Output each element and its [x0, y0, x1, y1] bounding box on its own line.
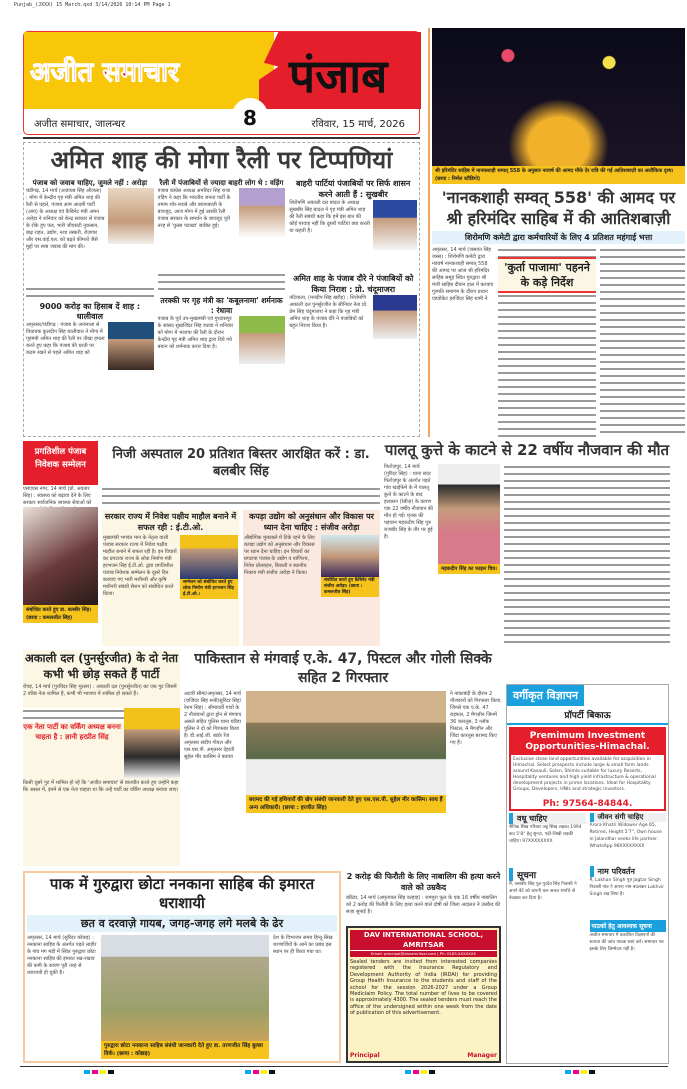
classifieds [506, 684, 669, 1064]
story-title: 9000 करोड़ का हिसाब दें शाह : धालीवाल [39, 302, 141, 321]
property-heading: प्रॉपर्टी बिकाऊ [507, 706, 668, 725]
photo-sanjeev-arora [321, 535, 379, 577]
photo-credit: (छाया : कोछड़) [116, 1051, 151, 1057]
photo-credit: (छाया : कमलजीत सिंह) [324, 584, 363, 595]
photo-randhawa [239, 316, 285, 364]
name-change-heading: नाम परिवर्तन [590, 866, 667, 877]
story-text-cont [600, 247, 685, 437]
lead-section [23, 142, 420, 437]
story-title: तरक्की पर गृह मंत्री का 'कबूलनामा' शर्मनाक : रंधावा [160, 296, 283, 315]
photo-eto [180, 535, 238, 579]
story-text: एसएएस नगर, 14 मार्च (प्रो. अवतार सिंह) : स्वास्थ्य को बढ़ावा देने के लिए सरकार सार्वजनिक स्वास्थ्य सेवाओं को [23, 486, 92, 506]
story-text: किसी दूसरे गुट में शामिल हो रहे कि 'अजीत समाचार' से बातचीत करते हुए उन्होंने कहा कि असल में, इनमें से एक नेता चाहता था कि उन्हें पार्टी का वर्किंग अध्यक्ष बनाया जाए। [23, 780, 179, 793]
gurdwara-subheadline: छत व दरवाज़े गायब, जगह-जगह लगे मलबे के ढेर [27, 915, 337, 932]
invest-phone: Ph: 97564-84844. [542, 799, 633, 809]
ad-manager: Manager [467, 1052, 497, 1059]
story-text: देश के विभाजन समय हिन्दू-सिख शरणार्थियों के आने का प्रबंध इस स्थान पर ही किया गया था। [273, 935, 333, 955]
divider [20, 1066, 668, 1067]
ad-title: DAV INTERNATIONAL SCHOOL, AMRITSAR [350, 930, 497, 950]
akali-section [23, 650, 180, 866]
photo-credit: (छाया : निर्मल रटौडिगो) [435, 176, 481, 182]
invest-body: Exclusive clean land opportunities available for acquisition in Himachal. Select prospects include large & small farm lands around Kasauli, Solan, Shimla suitable for luxury Resorts, Hospitality ventures and high yield infrastructure & operational development projects in prime locations. Ideal for Hospitality Groups, Developers, HNIs and strategic investors. [513, 757, 656, 792]
story-text-cont [498, 293, 596, 437]
dog-bite-headline: पालतू कुत्ते के काटने से 22 वर्षीय नौजवान की मौत [384, 441, 670, 459]
photo-caption: संबोधित करते हुए डा. बलबीर सिंह। (छाया : कमलजीत सिंह) [23, 605, 98, 623]
akali-headline: अकाली दल (पुनर्सुरजीत) के दो नेता कभी भी छोड़ सकते हैं पार्टी [24, 651, 179, 681]
story-text: बठिंडा, 14 मार्च (अमृतपाल सिंह वल्हाड़) : रामपुरा फूल के एक 16 वर्षीय नाबालिग को 2 करोड़ की फिरौती के लिए हत्या करने वाले दोषी को जिला अदालत ने उम्रकैद की सज़ा सुनाई है। [346, 895, 501, 915]
invest-title: Premimum Investment Opportunities-Himachal. [511, 729, 664, 755]
public-notice-heading: पाठकों हेतु आवश्यक सूचना [590, 920, 667, 932]
photo-fireworks [432, 28, 685, 166]
photo-caption: सम्मेलन को संबोधित करते हुए लोक निर्माण मंत्री हरभजन सिंह ई.टी.ओ.। [180, 579, 238, 599]
minor-and-ad-column [346, 871, 501, 1063]
story-text: औद्योगिक मुकाबले में टिके रहने के लिए कपड़ा उद्योग को अनुसंधान और विकास पर ध्यान देना चाहिए। इन विचारों का प्रगटावा पंजाब के उद्योग व वाणिज्य, निवेश प्रोत्साहन, बिजली व स्थानीय निकाय मंत्री संजीव अरोड़ा ने किया। [244, 535, 315, 576]
color-registration-marks [245, 1070, 275, 1074]
photo-warring [239, 188, 285, 238]
lead-headline: अमित शाह की मोगा रैली पर टिप्पणियां [50, 146, 393, 174]
story-text: रोपड़, 14 मार्च (गुरविंदर सिंह भुल्लर) : अकाली दल (पुनर्सुरजीत) का एक गुट जिसमें 2 वरिष्ठ नेता शामिल हैं, कभी भी भाजपा में शामिल हो सकते हैं। [23, 684, 177, 697]
bride-heading: वधू चाहिए [509, 813, 586, 824]
color-registration-marks [565, 1070, 595, 1074]
photo-caption [432, 166, 685, 184]
caption-text: श्री हरिमंदिर साहिब में नानकशाही सम्वत् 558 के अनुसार नववर्ष की आमद मौके देर रात्रि की गई आतिशबाज़ी का अलौकिक दृश्य। [435, 168, 674, 174]
divider [23, 137, 420, 139]
story-arora-textile [243, 510, 380, 646]
story-title: रैली में पंजाबियों से ज्यादा बाहरी लोग थे : वड़िंग [159, 179, 284, 187]
bride-ad: सैनिक सिख परिवार जट्ट सिख लड़का 1994 कद 5'8" हेतु सुन्दर, पढ़ी-लिखी लड़की चाहिए। 97XXXXXXXX [509, 825, 582, 844]
story-text-cont [498, 247, 596, 257]
story-text-cont [504, 464, 670, 645]
golden-temple-section [428, 28, 687, 437]
photo-caption: महकदीप सिंह का फाइल चित्र। [438, 564, 500, 574]
photo-dhaliwal [108, 322, 154, 370]
kurta-pajama-box [498, 257, 596, 293]
color-registration-marks [405, 1070, 435, 1074]
caption-text: बरामद की गई हथियारों की खेप संबंधी जानकारी देते हुए एस.एस.पी. सुहेल मीर कासिम। साथ हैं अन्य अधिकारी। [249, 797, 443, 811]
life-partner-ad: Arora Khatri Widower Age 65, Retired, Height 5'7", Own house in Jalandhar seeks life partner. WhatsApp 98XXXXXXXX [589, 823, 662, 849]
color-registration-marks [84, 1070, 114, 1074]
print-slug: Punjab_(JXXX) 15 March.qxd 3/14/2026 10:14 PM Page 1 [14, 2, 171, 8]
photo-chandumajra [373, 295, 417, 339]
minor-headline: 2 करोड़ की फिरौती के लिए नाबालिग की हत्या करने वाले को उम्रकैद [346, 872, 501, 892]
classifieds-title: वर्गीकृत विज्ञापन [507, 685, 584, 706]
masthead-title-left: अजीत समाचार [30, 57, 180, 88]
page-number: 8 [232, 98, 268, 134]
ad-body: Sealed tenders are invited from interested companies registered with the Insurance Regulatory and Development Authority of India (IRDAI) for providing Group Health Insurance to the students and staff of the school for the session 2026-2027 under a Group Mediclaim Policy. The total number of lives to be covered is approximately 4300. The sealed tenders must reach the office of the undersigned within one week from the date of publication of this advertisement. [350, 959, 497, 1017]
photo-gurdwara-ruins [101, 935, 269, 1041]
story-text: पटियाला, (मनदीप सिंह खरौड़) : शिरोमणि अकाली दल पुनर्सुरजीत के सीनियर नेता प्रो. प्रेम सिंह चंदूमाजरा ने कहा कि गृह मंत्री अमित शाह के पंजाब दौरे ने पंजाबियों को बहुत निराश किया है। [289, 295, 368, 329]
pakistan-section [184, 650, 502, 866]
story-headline: कपड़ा उद्योग को अनुसंधान और विकास पर ध्यान देना चाहिए : संजीव अरोड़ा [249, 512, 374, 532]
photo-credit: (छाया : हरजीत सिंह) [282, 805, 328, 811]
edition-label: अजीत समाचार, जालन्धर [34, 119, 126, 130]
notice-ad: मैं, जसबीर सिंह पुत्र गुरदेव सिंह निवासी ने अपने बेटे को अपनी चल-अचल संपत्ति से बेदखल कर दिया है। [509, 882, 577, 901]
summit-label: प्रगतिशील पंजाब निवेशक सम्मेलन [23, 441, 98, 485]
photo-caption [246, 795, 446, 813]
story-warring [158, 178, 286, 434]
story-text: शिरोमणि अकाली दल बादल के अध्यक्ष सुखबीर सिंह बादल ने गृह मंत्री अमित शाह की रैली संबंधी कहा कि हमें इस बात की कोई परवाह नहीं कि दूसरी पार्टियां क्या करती या कहती हैं। [289, 200, 370, 234]
story-text: अमृतसर/चंडीगढ़ : पंजाब के अजनाला से विधायक कुलदीप सिंह धालीवाल ने मोगा में गृहमंत्री अमित शाह की रैली पर तीखा हमला करते हुए कहा कि पंजाब की धरती पर कदम रखने से पहले अमित शाह को [26, 322, 105, 356]
story-title: पंजाब को जवाब चाहिए, जुमले नहीं : अरोड़ा [32, 179, 148, 187]
story-text: फिरोज़पुर, 14 मार्च (गुरिंदर सिंह) : थाना सदर फिरोज़पुर के अंतर्गत पड़ते गांव खाईफेमे के में पालतू कुत्ते के काटने के बाद हलकान (रेबीज़) के कारण एक 22 वर्षीय नौजवान की मौत हो गई। मृतक की पहचान महकदीप सिंह पुत्र राजबीर सिंह के तौर पर हुई है। [384, 464, 433, 540]
story-text: ने नाकाबंदी के दौरान 2 नौजवानों को गिरफ्तार किया, जिनसे एक ए.के. 47 राइफल, 2 मैगज़ीन जिनमें 36 कारतूस, 3 ग्लॉक पिस्टल, 4 मैगज़ीन और जिंदा कारतूस बरामद किए गए हैं। [450, 691, 502, 746]
story-text-cont [102, 486, 380, 507]
photo-caption [321, 577, 379, 597]
date-label: रविवार, 15 मार्च, 2026 [311, 119, 405, 130]
ad-principal: Principal [350, 1052, 380, 1059]
masthead-title-right: पंजाब [289, 49, 388, 103]
story-eto [102, 510, 239, 646]
story-text: पंजाब कांग्रेस अध्यक्ष अमरिंदर सिंह राजा वड़िंग ने कहा कि भारतीय जनता पार्टी के तमाम शोर-शराबे और बयानबाज़ी के बावजूद, आज मोगा में हुई उसकी रैली पंजाब सरकार के समर्थन के बावजूद पूरी तरह से 'फुस्स पटाखा' साबित हुई। [157, 188, 231, 229]
masthead [23, 31, 420, 135]
story-text: अमृतसर, 14 मार्च (जसवंत सिंह जस्स) : शिरोमणि कमेटी द्वारा नववर्ष नानकशाही सम्वत् 558 की आमद पर आज श्री हरिमंदिर साहिब समूह स्थित गुरुद्वारा श्री मंजी साहिब दीवान हाल में करवाए गुरमति समागम के दौरान प्रधान एडवोकेट हरजिंदर सिंह धामी ने [432, 247, 494, 302]
photo-harpreet-singh [124, 708, 180, 778]
story-text-cont [26, 286, 154, 300]
golden-temple-subheadline: शिरोमणि कमेटी द्वारा कर्मचारियों के लिए 4 प्रतिशत महंगाई भत्ता [432, 231, 685, 244]
story-text-cont [158, 272, 286, 293]
story-headline: सरकार राज्य में निवेश पक्षीय माहौल बनाने में सफल रही : ई.टी.ओ. [104, 512, 237, 532]
photo-caption [101, 1041, 269, 1059]
story-title: अमित शाह के पंजाब दौरे ने पंजाबियों को किया निराश : प्रो. चंदूमाजरा [293, 274, 414, 294]
box-text: 'कुर्ता पाजामा' पहनने के कड़े निर्देश [504, 261, 590, 289]
story-text: पंजाब के पूर्व उप-मुख्यमंत्री एवं गुरदासपुर के सांसद सुखजिंदर सिंह रंधावा ने शनिवार को मोगा में भाजपा की रैली के दौरान केन्द्रीय गृह मंत्री अमित शाह द्वारा दिये गये बयान को शर्मनाक करार दिया है। [157, 316, 234, 350]
golden-temple-headline: 'नानकशाही सम्वत् 558' की आमद पर श्री हरिमंदिर साहिब में की आतिशबाज़ी [441, 188, 676, 228]
name-change-ad: मैं, Lakhan Singh पुत्र Jagtar Singh निवासी गांव ने अपना नाम बदलकर Lakhvir Singh रख लिया है। [589, 878, 665, 897]
summit-headline: निजी अस्पताल 20 प्रतिशत बिस्तर आरक्षित करें : डा. बलबीर सिंह [112, 447, 370, 479]
gurdwara-headline: पाक में गुरुद्वारा छोटा ननकाना साहिब की इमारत धराशायी [49, 875, 315, 912]
photo-police-conference [246, 691, 446, 795]
story-text: चंडीगढ़, 14 मार्च (अजायब सिंह औजला) : मोगा में केन्द्रीय गृह मंत्री अमित शाह की रैली से पहले, पंजाब आम आदमी पार्टी (आप) के अध्यक्ष एवं कैबिनेट मंत्री अमन अरोड़ा ने शनिवार को केन्द्र सरकार से पंजाब के रोके हुए फंड, भारी जीएसटी नुकसान, बाढ़ राहत, उद्योग, नशा तस्करी, रोज़गार और एस.वाई.एल. को बढ़ते कीमतों जैसे मुद्दों पर स्पष्ट जवाब की मांग की। [26, 188, 105, 250]
dog-bite-section [384, 440, 670, 645]
story-arora [26, 178, 154, 434]
public-notice-text: अजीत समाचार में प्रकाशित विज्ञापनों की सत्यता की जांच पाठक स्वयं करें। समाचार पत्र इसके लिए जिम्मेदार नहीं है। [589, 933, 664, 952]
life-partner-heading: जीवन संगी चाहिए [590, 813, 667, 822]
story-sukhbir [289, 178, 417, 434]
photo-sukhbir [373, 200, 417, 250]
dav-tender-ad [346, 926, 501, 1063]
story-title: बाहरी पार्टियां पंजाबियों पर सिर्फ शासन करने आती हैं : सुखबीर [296, 179, 411, 199]
pakistan-headline: पाकिस्तान से मंगवाई ए.के. 47, पिस्टल और गोली सिक्के सहित 2 गिरफ्तार [194, 651, 492, 686]
photo-balbir-singh [23, 507, 98, 605]
story-text: अमृतसर, 14 मार्च (सुरिंदर कोछड़) : ननकाना साहिब के अंतर्गत पड़ते लाहौर के गांव मंग मंडी में स्थित गुरुद्वारा छोटा ननकाना साहिब की इमारत रख-रखाव की कमी के कारण पूरी तरह से धराशायी हो चुकी है। [27, 935, 97, 976]
photo-mehakdeep [438, 464, 500, 564]
akali-subhead: एक नेता पार्टी का वर्किंग अध्यक्ष बनना चाहता है : ज्ञानी हरप्रीत सिंह [23, 723, 121, 741]
ad-subtitle: Email: principal@davamritsar.com | Ph: 0183-XXXXXXX [350, 950, 497, 957]
caption-text: संबोधित करते हुए कैबिनेट मंत्री संजीव अरोड़ा। [324, 578, 375, 589]
caption-text: गुरुद्वारा छोटा ननकाना साहिब संबंधी जानकारी देते हुए डा. तरणजीत सिंह बुल्ला विर्क। [104, 1043, 263, 1057]
summit-section [23, 440, 380, 646]
photo-aman-arora [108, 188, 154, 244]
story-text: मुख्यमंत्री भगवंत मान के नेतृत्व वाली पंजाब सरकार राज्य में निवेश पक्षीय माहौल बनाने में सफल रही है। इन विचारों का प्रगटावा राज्य के लोक निर्माण मंत्री हरभजन सिंह ई.टी.ओ. द्वारा प्रगतिशील पंजाब निवेशक सम्मेलन के दूसरे दिन करवाए गए भारी मशीनरी और कृषि मशीनरी संबंधी सैशन को संबोधित करते किया। [103, 535, 177, 597]
notice-heading: सूचना [509, 868, 586, 881]
story-text: अटारी सीमा/अमृतसर, 14 मार्च (राजिंदर सिंह रूबी/सुरिंदर सिंह/रेशम सिंह) : सीमावर्ती गांवों के 2 नौजवानों द्वारा ड्रोन से मंगवाए असले सहित पुलिस थाना घरिंडा पुलिस ने दो को गिरफ्तार किया है। डी.आई.जी. बार्डर रेंज अमृतसर संदीप गोयल और एस.एस.पी. अमृतसर देहाती सुहेल मीर कासिम ने बताया [184, 691, 242, 760]
gurdwara-section [23, 871, 341, 1063]
